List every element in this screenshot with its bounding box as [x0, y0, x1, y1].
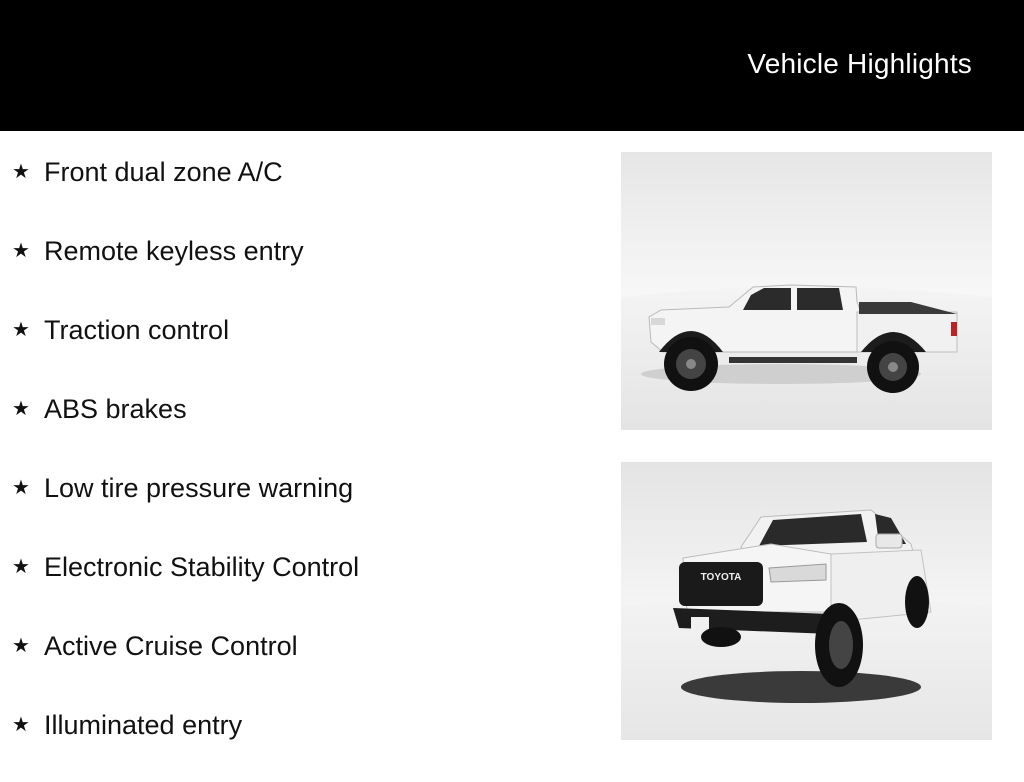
- feature-label: ABS brakes: [44, 394, 187, 424]
- truck-side-photo: [621, 152, 992, 430]
- star-icon: ★: [12, 635, 30, 657]
- feature-item: [12, 545, 572, 624]
- feature-list: [12, 150, 572, 782]
- feature-item: [12, 624, 572, 703]
- feature-item: [12, 703, 572, 782]
- feature-item: [12, 229, 572, 308]
- feature-label: Traction control: [44, 315, 230, 345]
- grille-brand-text: TOYOTA: [700, 572, 742, 583]
- star-icon: ★: [12, 477, 30, 499]
- star-icon: ★: [12, 714, 30, 736]
- star-icon: ★: [12, 398, 30, 420]
- truck-front-image: [621, 462, 992, 740]
- feature-item: [12, 308, 572, 387]
- star-icon: ★: [12, 240, 30, 262]
- feature-label: Remote keyless entry: [44, 236, 304, 266]
- star-icon: ★: [12, 161, 30, 183]
- feature-label: Active Cruise Control: [44, 631, 298, 661]
- feature-label: Electronic Stability Control: [44, 552, 360, 582]
- feature-label: Front dual zone A/C: [44, 157, 283, 187]
- feature-label: Low tire pressure warning: [44, 473, 354, 503]
- truck-side-image: [621, 152, 992, 430]
- star-icon: ★: [12, 556, 30, 578]
- truck-front-photo: [621, 462, 992, 740]
- page-title: Vehicle Highlights: [747, 48, 972, 79]
- feature-item: [12, 150, 572, 229]
- feature-item: [12, 466, 572, 545]
- star-icon: ★: [12, 319, 30, 341]
- header-bar: [0, 0, 1024, 131]
- feature-label: Illuminated entry: [44, 710, 243, 740]
- feature-item: [12, 387, 572, 466]
